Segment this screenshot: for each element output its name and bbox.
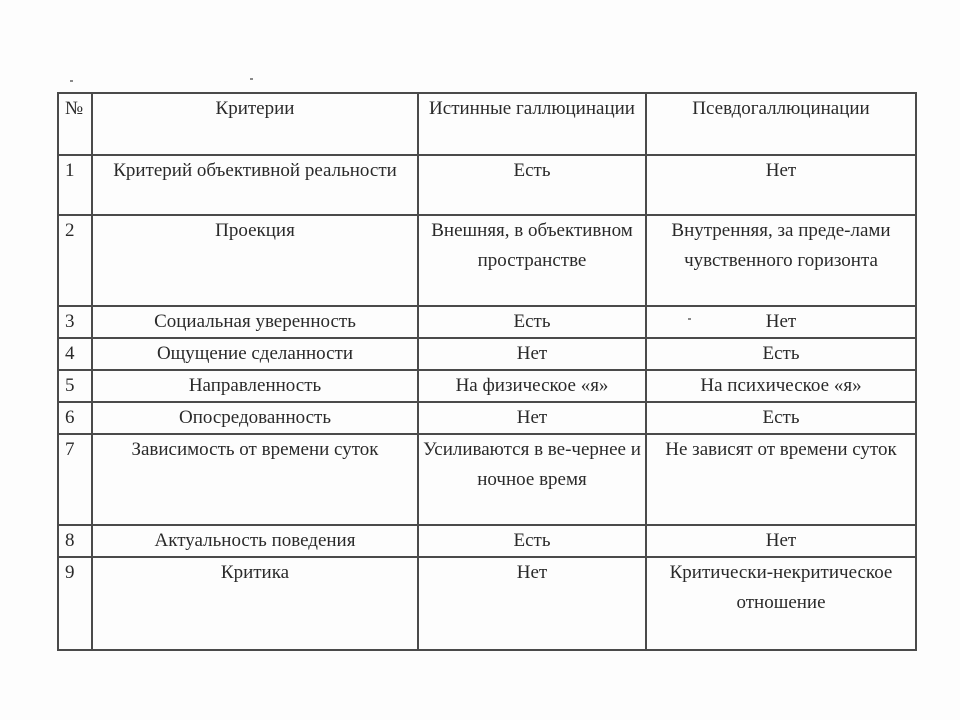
true-hallucination-cell: Внешняя, в объективном пространстве xyxy=(418,215,646,306)
pseudohallucination-cell: Нет xyxy=(646,525,916,557)
row-number: 4 xyxy=(58,338,92,370)
pseudohallucination-cell: Нет xyxy=(646,306,916,338)
criterion-cell: Направленность xyxy=(92,370,418,402)
row-number: 8 xyxy=(58,525,92,557)
criterion-cell: Проекция xyxy=(92,215,418,306)
criterion-cell: Социальная уверенность xyxy=(92,306,418,338)
pseudohallucination-cell: На психическое «я» xyxy=(646,370,916,402)
true-hallucination-cell: Есть xyxy=(418,155,646,215)
pseudohallucination-cell: Есть xyxy=(646,338,916,370)
table-row xyxy=(58,557,916,650)
row-number: 7 xyxy=(58,434,92,525)
header-pseudohallucinations: Псевдогаллюцинации xyxy=(646,93,916,155)
row-number: 5 xyxy=(58,370,92,402)
criterion-cell: Критика xyxy=(92,557,418,650)
table-header-row xyxy=(58,93,916,155)
comparison-table xyxy=(57,92,917,651)
scan-speck xyxy=(70,80,73,82)
scan-speck xyxy=(250,78,253,80)
table-row xyxy=(58,370,916,402)
row-number: 1 xyxy=(58,155,92,215)
true-hallucination-cell: Есть xyxy=(418,306,646,338)
criterion-cell: Актуальность поведения xyxy=(92,525,418,557)
true-hallucination-cell: Нет xyxy=(418,557,646,650)
table-row xyxy=(58,525,916,557)
row-number: 3 xyxy=(58,306,92,338)
header-criteria: Критерии xyxy=(92,93,418,155)
row-number: 6 xyxy=(58,402,92,434)
true-hallucination-cell: Нет xyxy=(418,402,646,434)
pseudohallucination-cell: Внутренняя, за преде-лами чувственного горизонта xyxy=(646,215,916,306)
pseudohallucination-cell: Критически-некритическое отношение xyxy=(646,557,916,650)
header-true-hallucinations: Истинные галлюцинации xyxy=(418,93,646,155)
header-number: № xyxy=(58,93,92,155)
pseudohallucination-cell: Есть xyxy=(646,402,916,434)
true-hallucination-cell: На физическое «я» xyxy=(418,370,646,402)
table-row xyxy=(58,338,916,370)
criterion-cell: Критерий объективной реальности xyxy=(92,155,418,215)
table-row xyxy=(58,434,916,525)
criterion-cell: Зависимость от времени суток xyxy=(92,434,418,525)
row-number: 9 xyxy=(58,557,92,650)
pseudohallucination-cell: Не зависят от времени суток xyxy=(646,434,916,525)
criterion-cell: Опосредованность xyxy=(92,402,418,434)
true-hallucination-cell: Нет xyxy=(418,338,646,370)
table-row xyxy=(58,402,916,434)
pseudohallucination-cell: Нет xyxy=(646,155,916,215)
table-row xyxy=(58,306,916,338)
row-number: 2 xyxy=(58,215,92,306)
table-row xyxy=(58,215,916,306)
true-hallucination-cell: Усиливаются в ве-чернее и ночное время xyxy=(418,434,646,525)
criterion-cell: Ощущение сделанности xyxy=(92,338,418,370)
true-hallucination-cell: Есть xyxy=(418,525,646,557)
table-row xyxy=(58,155,916,215)
